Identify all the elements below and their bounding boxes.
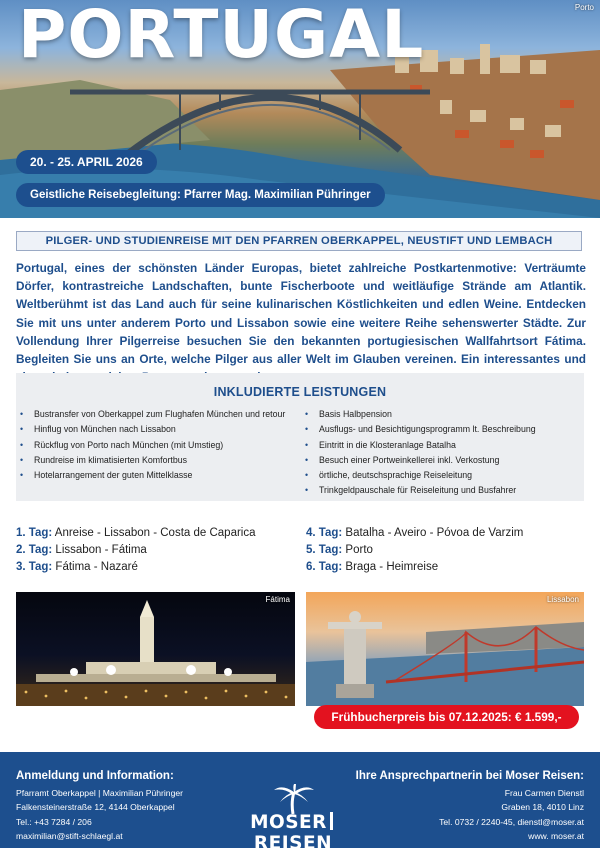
service-item: • Hotelarrangement der guten Mittelklasse	[16, 468, 286, 483]
logo-wordmark: MOSERREISEN	[250, 812, 333, 854]
palm-tree-icon	[212, 784, 374, 814]
included-services-box	[16, 373, 584, 501]
date-badge: 20. - 25. APRIL 2026	[16, 150, 157, 174]
hero-image	[0, 0, 600, 218]
contact-line: Frau Carmen Dienstl	[504, 787, 584, 798]
service-item: • Rückflug von Porto nach München (mit Umstieg)	[16, 438, 286, 453]
itinerary-right	[306, 525, 523, 576]
service-item: • Hinflug von München nach Lissabon	[16, 422, 286, 437]
lissabon-bridge-illustration	[306, 592, 584, 706]
registration-phone: Tel.: +43 7284 / 206	[16, 816, 92, 827]
service-item: • Basis Halbpension	[301, 407, 581, 422]
itinerary-item: 4. Tag: Batalha - Aveiro - Póvoa de Varzim	[306, 527, 524, 539]
fatima-basilica-illustration	[16, 592, 295, 706]
contact-title: Ihre Ansprechpartnerin bei Moser Reisen:	[355, 770, 584, 782]
services-title: INKLUDIERTE LEISTUNGEN	[213, 385, 387, 399]
service-item: • Rundreise im klimatisierten Komfortbus	[16, 453, 286, 468]
registration-title: Anmeldung und Information:	[16, 770, 174, 782]
service-item: • Eintritt in die Klosteranlage Batalha	[301, 438, 581, 453]
itinerary-item: 1. Tag: Anreise - Lissabon - Costa de Caparica	[16, 527, 256, 539]
registration-info	[16, 769, 183, 844]
registration-line: Pfarramt Oberkappel | Maximilian Pühringer	[16, 787, 184, 798]
guide-badge: Geistliche Reisebegleitung: Pfarrer Mag. Maximilian Pühringer	[16, 183, 385, 207]
itinerary-item: 2. Tag: Lissabon - Fátima	[16, 544, 147, 556]
fatima-image	[16, 592, 295, 706]
intro-text: Portugal, eines der schönsten Länder Europas, bietet zahlreiche Postkartenmotive: Verträumte Dörfer, kontrastreiche Landschaften, bunte Fischerboote und weitläufige Strände am Atlantik. Weltberühmt ist das Land auch für seine kulinarischen Köstlichkeiten und edlen Weine. Entdecken Sie mit uns unter anderem Porto und Lissabon sowie eine weitere Reihe sehenswerter Städte. Zur Vollendung Ihrer Pilgerreise besuchen Sie den bekannten portugiesischen Wallfahrtsort Fátima. Begleiten Sie uns an Orte, welche Pilger aus aller Welt im Glauben vereinen. Ein interessantes und	[16, 261, 586, 367]
moser-reisen-logo	[212, 786, 374, 854]
contact-line: Graben 18, 4010 Linz	[501, 802, 584, 812]
early-bird-price-badge: Frühbucherpreis bis 07.12.2025: € 1.599,-	[314, 705, 579, 729]
photo-caption-lissabon: Lissabon	[546, 595, 579, 604]
service-item: • Besuch einer Portweinkellerei inkl. Verkostung	[301, 453, 581, 468]
service-item: • Bustransfer von Oberkappel zum Flughafen München und retour	[16, 407, 286, 422]
contact-info	[356, 769, 584, 844]
registration-line: Falkensteinerstraße 12, 4144 Oberkappel	[16, 802, 175, 812]
service-item: • örtliche, deutschsprachige Reiseleitung	[301, 468, 581, 483]
services-list-right	[301, 407, 581, 499]
itinerary-item: 3. Tag: Fátima - Nazaré	[16, 561, 138, 573]
contact-website[interactable]: www. moser.at	[528, 831, 584, 841]
itinerary-left	[16, 525, 256, 576]
subtitle-banner: PILGER- UND STUDIENREISE MIT DEN PFARREN OBERKAPPEL, NEUSTIFT UND LEMBACH	[16, 231, 582, 251]
lissabon-image	[306, 592, 584, 706]
hero-title: PORTUGAL	[18, 0, 425, 73]
service-item: • Trinkgeldpauschale für Reiseleitung und Busfahrer	[301, 483, 581, 498]
photo-caption-fatima: Fátima	[265, 595, 290, 604]
service-item: • Ausflugs- und Besichtigungsprogramm lt. Beschreibung	[301, 422, 581, 437]
photo-caption-porto: Porto	[574, 3, 594, 12]
services-list-left	[16, 407, 286, 483]
itinerary-item: 5. Tag: Porto	[306, 544, 373, 556]
contact-phone-email[interactable]: Tel. 0732 / 2240-45, dienstl@moser.at	[439, 816, 584, 827]
itinerary-item: 6. Tag: Braga - Heimreise	[306, 561, 439, 573]
registration-email[interactable]: maximilian@stift-schlaegl.at	[16, 831, 123, 841]
